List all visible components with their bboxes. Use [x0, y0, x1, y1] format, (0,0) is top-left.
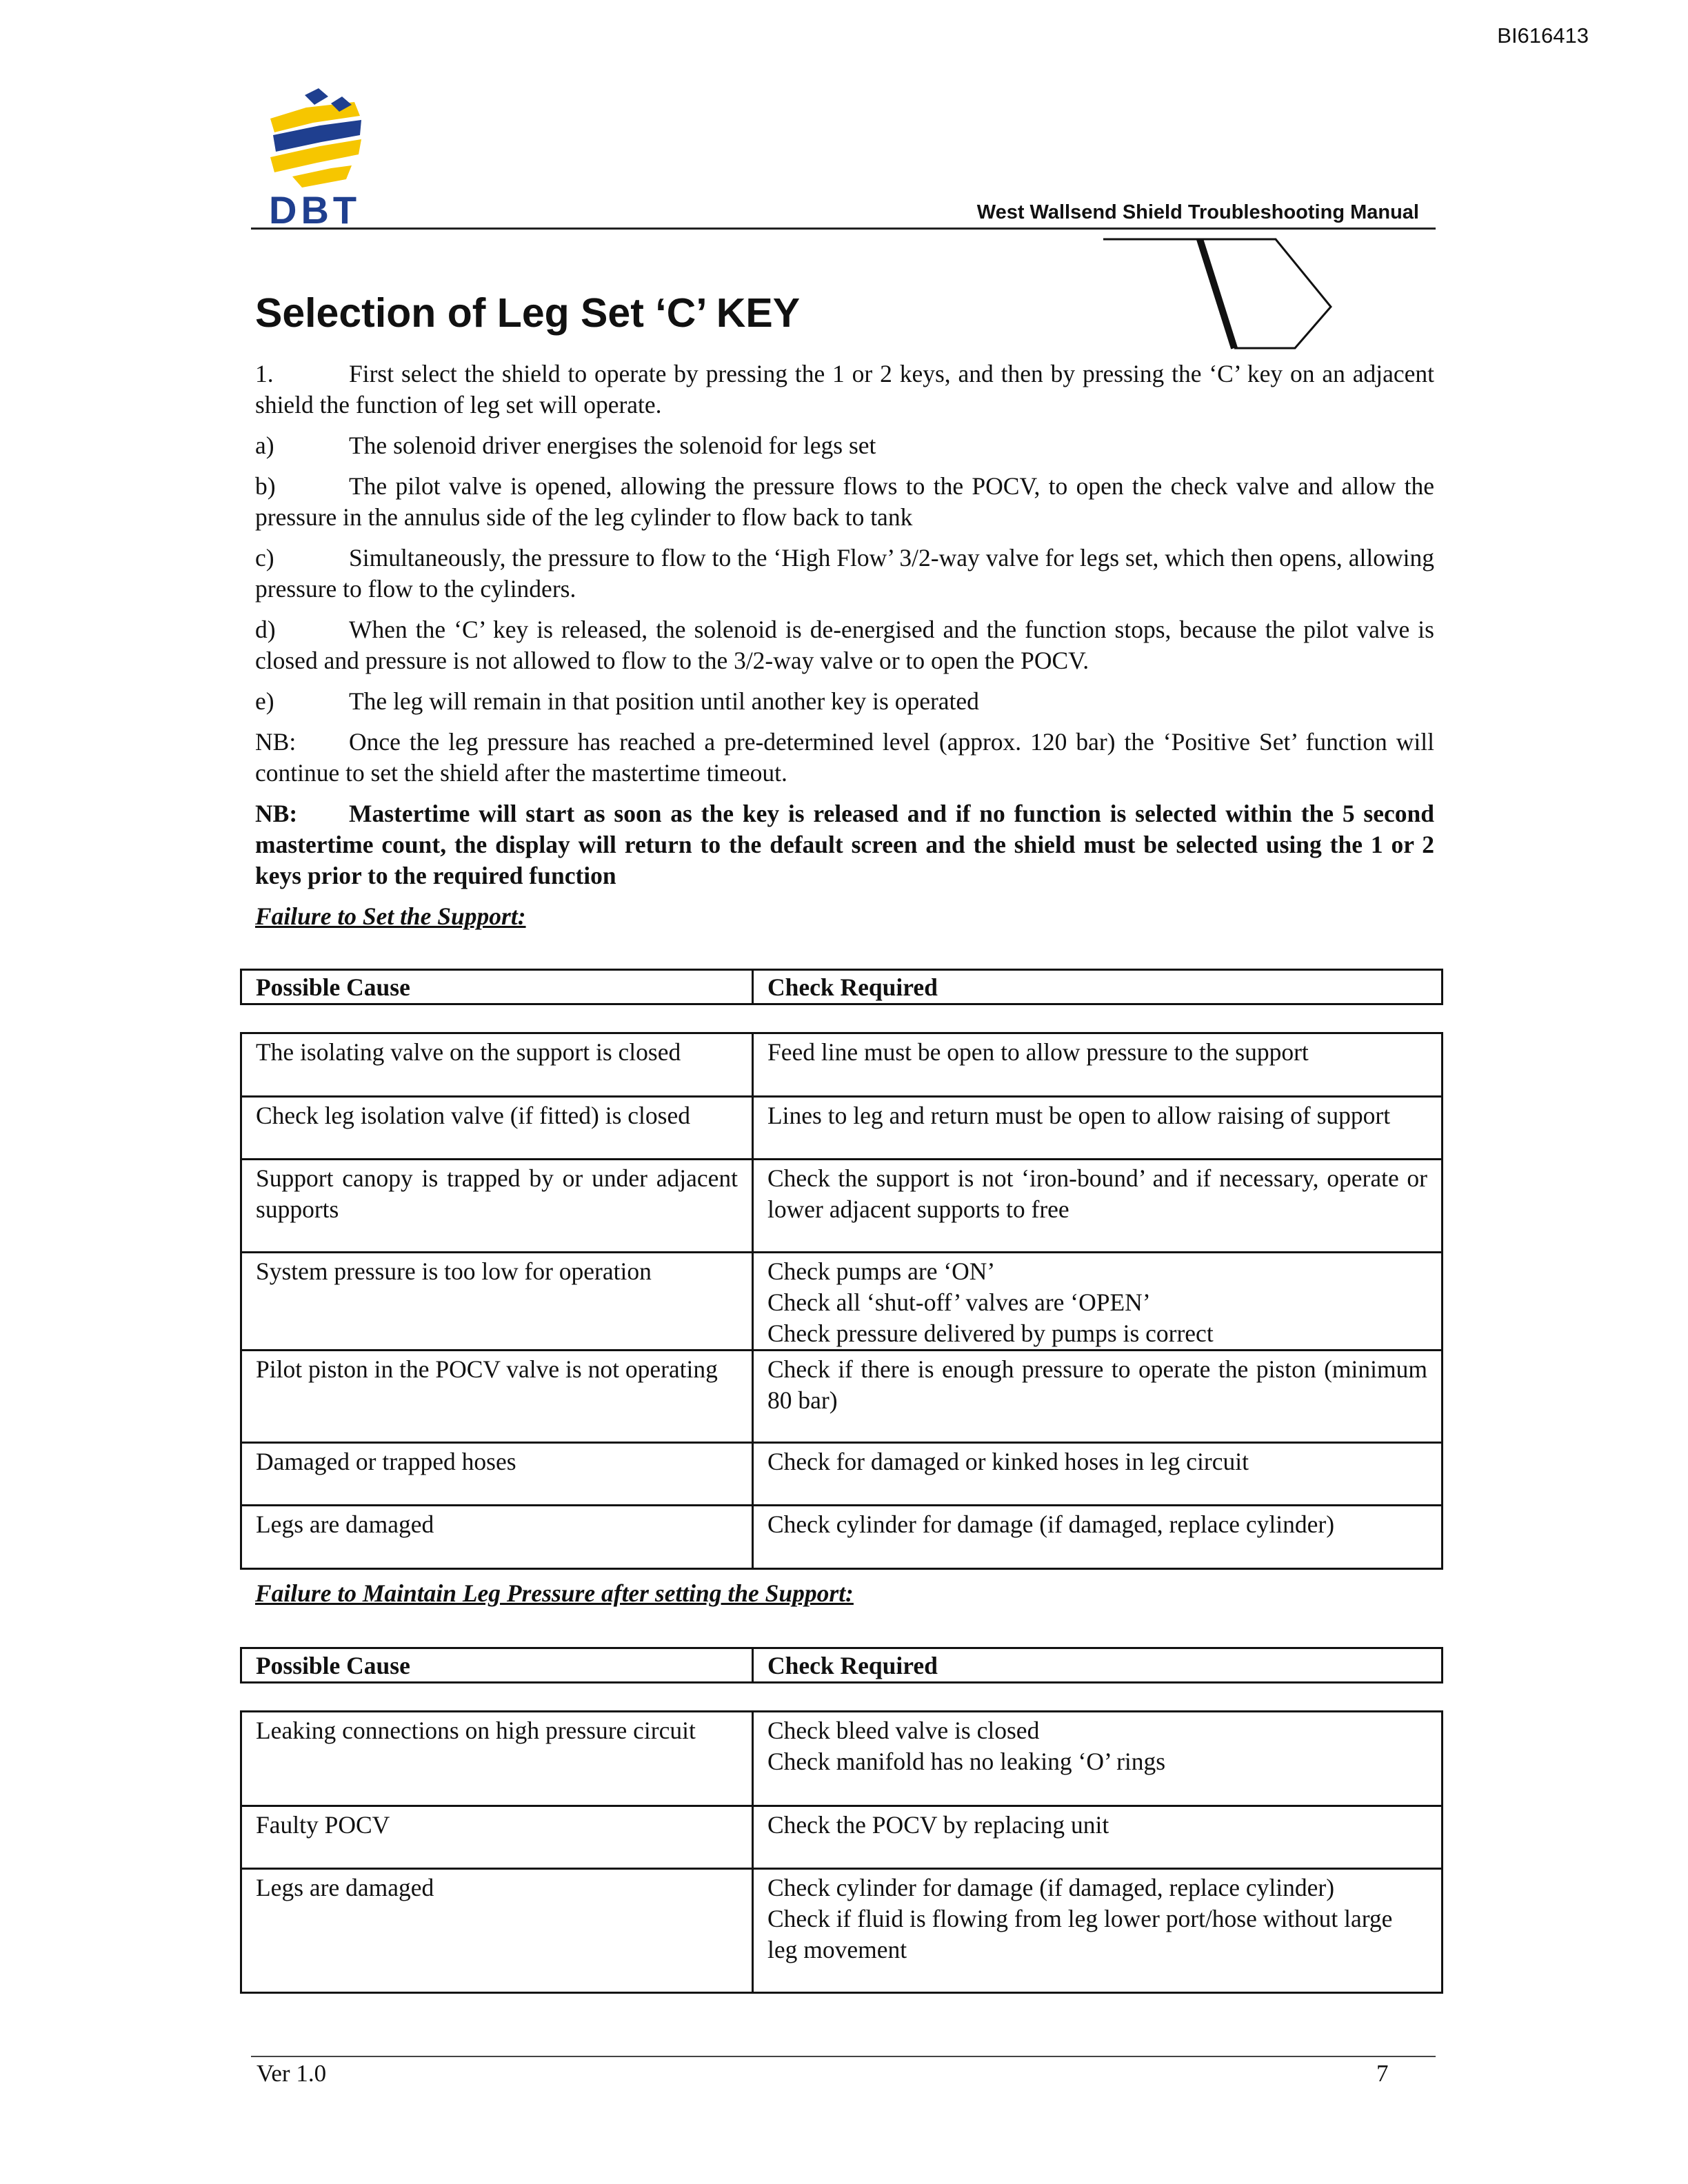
- page-title: Selection of Leg Set ‘C’ KEY: [255, 290, 801, 336]
- note-mastertime: NB: Mastertime will start as soon as the key is released and if no function is selected within the 5 second mastertime count, the display will return to the default screen and the shield must be selected using the 1 or 2 keys prior to the required function: [255, 800, 1434, 889]
- check-line: Check cylinder for damage (if damaged, replace cylinder): [767, 1874, 1335, 1901]
- key-outline-icon: [1103, 238, 1338, 355]
- logo-wordmark: DBT: [269, 188, 361, 228]
- version-label: Ver 1.0: [257, 2060, 327, 2087]
- table-row: [241, 1033, 1443, 1097]
- cause-cell: Legs are damaged: [241, 1869, 753, 1993]
- check-cell: [753, 1253, 1443, 1351]
- cause-cell: Damaged or trapped hoses: [241, 1443, 753, 1506]
- table-row: [241, 1506, 1443, 1569]
- check-cell: Check the POCV by replacing unit: [753, 1806, 1443, 1869]
- cause-cell: Pilot piston in the POCV valve is not operating: [241, 1351, 753, 1443]
- table-row: [241, 1253, 1443, 1351]
- column-header-possible-cause: Possible Cause: [241, 970, 753, 1004]
- check-cell: [753, 1712, 1443, 1806]
- check-line: Check if fluid is flowing from leg lower port/hose without large leg movement: [767, 1905, 1393, 1963]
- step-d: d) When the ‘C’ key is released, the solenoid is de-energised and the function stops, because the pilot valve is closed and pressure is not allowed to flow to the 3/2-way valve or to open the POCV.: [255, 616, 1434, 674]
- procedure-steps: [255, 358, 1434, 932]
- cause-cell: The isolating valve on the support is closed: [241, 1033, 753, 1097]
- document-id: BI616413: [1497, 23, 1589, 48]
- cause-cell: Check leg isolation valve (if fitted) is closed: [241, 1097, 753, 1160]
- cause-cell: System pressure is too low for operation: [241, 1253, 753, 1351]
- check-line: Check pumps are ‘ON’: [767, 1257, 996, 1285]
- check-line: Check manifold has no leaking ‘O’ rings: [767, 1748, 1166, 1775]
- check-line: Check all ‘shut-off’ valves are ‘OPEN’: [767, 1288, 1151, 1316]
- page-number: 7: [1376, 2060, 1389, 2087]
- column-header-check-required: Check Required: [753, 1648, 1443, 1683]
- check-cell: Check the support is not ‘iron-bound’ and if necessary, operate or lower adjacent supports to free: [753, 1160, 1443, 1253]
- check-cell: Lines to leg and return must be open to allow raising of support: [753, 1097, 1443, 1160]
- check-cell: Feed line must be open to allow pressure to the support: [753, 1033, 1443, 1097]
- check-cell: Check cylinder for damage (if damaged, replace cylinder): [753, 1506, 1443, 1569]
- table-row: [241, 1869, 1443, 1993]
- section-heading-maintain-pressure: Failure to Maintain Leg Pressure after setting the Support:: [255, 1579, 854, 1607]
- step-a: a) The solenoid driver energises the solenoid for legs set: [255, 432, 876, 459]
- table-row: [241, 1097, 1443, 1160]
- check-cell: Check if there is enough pressure to operate the piston (minimum 80 bar): [753, 1351, 1443, 1443]
- step-c: c) Simultaneously, the pressure to flow to the ‘High Flow’ 3/2-way valve for legs set, which then opens, allowing pressure to flow to the cylinders.: [255, 544, 1434, 603]
- step-e: e) The leg will remain in that position until another key is operated: [255, 687, 979, 715]
- check-cell: [753, 1869, 1443, 1993]
- check-cell: Check for damaged or kinked hoses in leg circuit: [753, 1443, 1443, 1506]
- table-row: [241, 1806, 1443, 1869]
- check-line: Check bleed valve is closed: [767, 1717, 1040, 1744]
- section-heading-set-support: Failure to Set the Support:: [255, 902, 526, 930]
- column-header-possible-cause: Possible Cause: [241, 1648, 753, 1683]
- set-support-table-header: [240, 969, 1443, 1005]
- cause-cell: Faulty POCV: [241, 1806, 753, 1869]
- note-positive-set: NB: Once the leg pressure has reached a pre-determined level (approx. 120 bar) the ‘Positive Set’ function will continue to set the shield after the mastertime timeout.: [255, 728, 1434, 787]
- cause-cell: Leaking connections on high pressure circuit: [241, 1712, 753, 1806]
- cause-cell: Support canopy is trapped by or under adjacent supports: [241, 1160, 753, 1253]
- table-row: [241, 1712, 1443, 1806]
- step-1: 1. First select the shield to operate by pressing the 1 or 2 keys, and then by pressing the ‘C’ key on an adjacent shield the function of leg set will operate.: [255, 360, 1434, 418]
- header-divider: [251, 228, 1436, 230]
- check-line: Check pressure delivered by pumps is correct: [767, 1320, 1214, 1347]
- column-header-check-required: Check Required: [753, 970, 1443, 1004]
- table-row: [241, 1160, 1443, 1253]
- step-b: b) The pilot valve is opened, allowing the pressure flows to the POCV, to open the check valve and allow the pressure in the annulus side of the leg cylinder to flow back to tank: [255, 472, 1434, 531]
- maintain-pressure-table: [240, 1710, 1443, 1994]
- manual-title: West Wallsend Shield Troubleshooting Manual: [976, 201, 1419, 223]
- table-row: [241, 1351, 1443, 1443]
- set-support-table: [240, 1032, 1443, 1570]
- footer-divider: [251, 2056, 1436, 2057]
- cause-cell: Legs are damaged: [241, 1506, 753, 1569]
- table-row: [241, 1443, 1443, 1506]
- maintain-pressure-table-header: [240, 1647, 1443, 1684]
- dbt-logo: [265, 87, 368, 228]
